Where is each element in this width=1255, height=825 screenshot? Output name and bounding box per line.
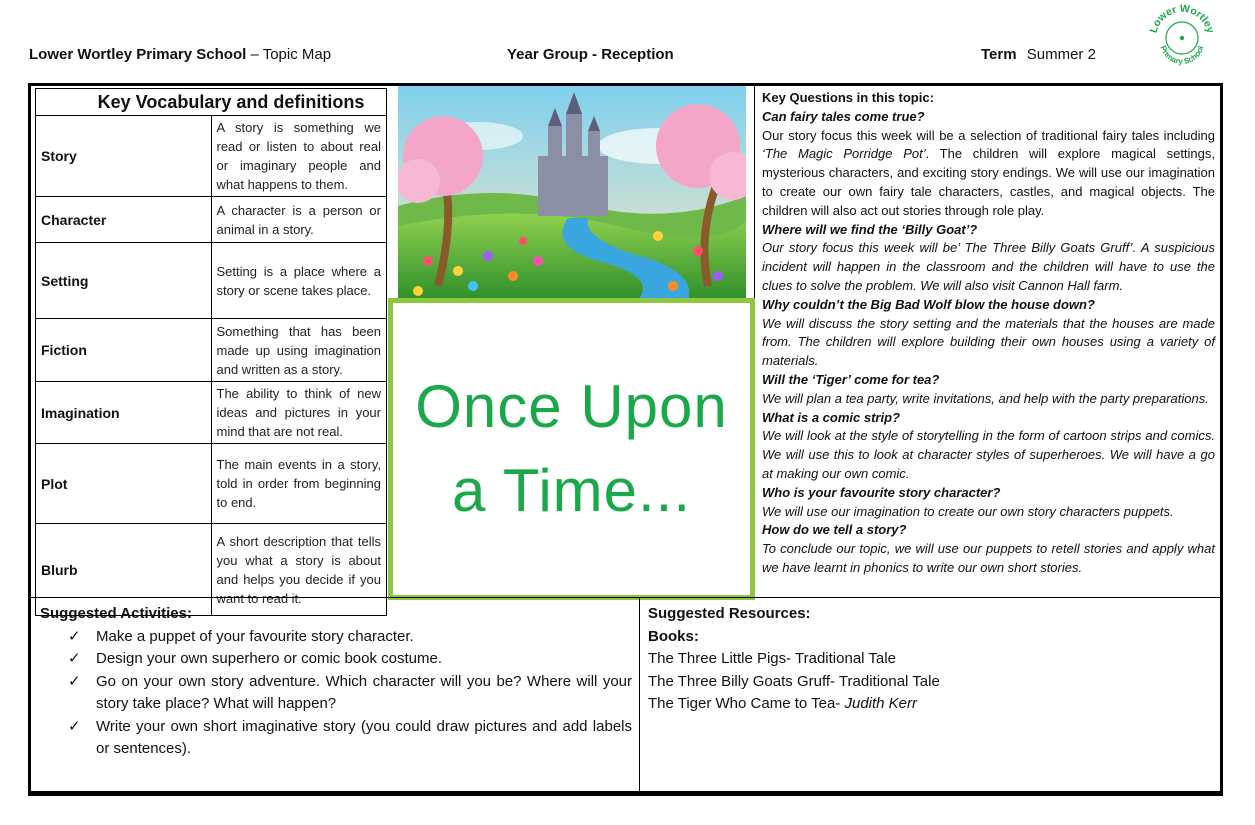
vocab-term: Fiction (36, 319, 212, 382)
vocab-row (36, 319, 387, 382)
book-author: Judith Kerr (844, 695, 918, 712)
vocab-definition: The main events in a story, told in order from beginning to end. (211, 444, 387, 524)
topic-title-line-1: Once Upon (415, 373, 728, 440)
checkmark-icon: ✓ (68, 717, 81, 735)
vocab-term: Character (36, 197, 212, 243)
school-logo-icon (1148, 4, 1216, 72)
list-item (40, 648, 632, 671)
vocab-term: Setting (36, 243, 212, 319)
vocab-row (36, 116, 387, 197)
key-questions-section (762, 89, 1215, 578)
question: Will the ‘Tiger’ come for tea? (762, 371, 940, 387)
question: Who is your favourite story character? (762, 484, 1001, 500)
term-label: Term (981, 46, 1017, 63)
answer: We will discuss the story setting and the materials that the houses are made from. The children will explore building their own houses using a variety of materials. (762, 315, 1215, 369)
list-item (40, 671, 632, 716)
vocab-row (36, 382, 387, 444)
vocab-term: Imagination (36, 382, 212, 444)
activity-text: Go on your own story adventure. Which character will you be? Where will your story take place? What will happen? (96, 672, 632, 712)
vocab-definition: A short description that tells you what a story is about and helps you decide if you want to read it. (211, 524, 387, 616)
logo-inner-text: Primary School (1158, 44, 1206, 67)
resources-heading: Suggested Resources: (648, 605, 811, 622)
answer (762, 127, 1215, 221)
section-divider (31, 597, 1220, 598)
vocab-definition: A story is something we read or listen to about real or imaginary people and what happens to them. (211, 116, 387, 197)
vocab-term: Blurb (36, 524, 212, 616)
vocab-row (36, 197, 387, 243)
question: How do we tell a story? (762, 522, 907, 538)
answer: We will plan a tea party, write invitations, and help with the party preparations. (762, 390, 1209, 406)
checkmark-icon: ✓ (68, 672, 81, 690)
answer: Our story focus this week will be’ The Three Billy Goats Gruff’. A suspicious incident will happen in the classroom and the children will have to use the clues to solve the problem. We will also visit Cannon Hall farm. (762, 240, 1215, 293)
vocab-row (36, 444, 387, 524)
book-item (648, 693, 1208, 716)
vocab-term: Story (36, 116, 212, 197)
vocab-row (36, 524, 387, 616)
vocab-definition: Setting is a place where a story or scene takes place. (211, 243, 387, 319)
answer: To conclude our topic, we will use our puppets to retell stories and apply what we have learnt in phonics to write our own short stories. (762, 541, 1215, 575)
books-label: Books: (648, 627, 699, 645)
bottom-column-divider (639, 597, 640, 793)
fairy-tale-castle-illustration (398, 86, 746, 300)
activities-heading: Suggested Activities: (40, 605, 192, 622)
term-value: Summer 2 (1026, 46, 1096, 63)
suggested-activities-section (40, 603, 632, 761)
question: Why couldn’t the Big Bad Wolf blow the house down? (762, 296, 1095, 312)
topic-title-line-2: a Time... (451, 457, 692, 524)
book-item: The Three Billy Goats Gruff- Traditional Tale (648, 672, 940, 690)
svg-text:Primary School (1159, 45, 1206, 67)
list-item (40, 626, 632, 649)
vocabulary-table (35, 88, 387, 616)
vocab-definition: Something that has been made up using imagination and written as a story. (211, 319, 387, 382)
vocab-definition: The ability to think of new ideas and pictures in your mind that are not real. (211, 382, 387, 444)
activity-text: Make a puppet of your favourite story character. (96, 627, 414, 645)
activity-text: Write your own short imaginative story (you could draw pictures and add labels or sentences). (96, 717, 632, 757)
year-group (507, 46, 674, 63)
school-name-line (29, 46, 331, 63)
vocab-term: Plot (36, 444, 212, 524)
vocabulary-title: Key Vocabulary and definitions (36, 89, 387, 116)
book-title: ‘The Magic Porridge Pot’ (762, 146, 926, 162)
key-questions-label: Key Questions in this topic: (762, 90, 934, 105)
answer: We will look at the style of storytelling in the form of cartoon strips and comics. We will use this to look at character styles of superheroes. We will have a go at making our own comic. (762, 428, 1215, 481)
term (981, 46, 1096, 63)
book-title: The Tiger Who Came to Tea- (648, 695, 845, 712)
svg-text:Lower Wortley (1148, 4, 1216, 35)
question: What is a comic strip? (762, 409, 900, 425)
suggested-resources-section (648, 603, 1208, 716)
checkmark-icon: ✓ (68, 650, 81, 667)
school-name: Lower Wortley Primary School (29, 46, 247, 63)
answer: We will use our imagination to create our own story characters puppets. (762, 503, 1174, 519)
answer-text: . The children will explore magical settings, mysterious characters, and exciting story endings. We will use our imagination to create our own fairy tale characters, castles, and magical objects. The children will also act out stories through role play. (762, 146, 1216, 218)
question: Where will we find the ‘Billy Goat’? (762, 221, 978, 237)
answer-text: Our story focus this week will be a selection of traditional fairy tales including (762, 127, 1215, 143)
activity-text: Design your own superhero or comic book costume. (96, 650, 442, 667)
checkmark-icon: ✓ (68, 627, 81, 645)
vocab-definition: A character is a person or animal in a story. (211, 197, 387, 243)
list-item (40, 716, 632, 761)
book-item: The Three Little Pigs- Traditional Tale (648, 650, 896, 667)
topic-title-box (388, 298, 755, 600)
vocabulary-header-row (36, 89, 387, 116)
logo-outer-text: Lower Wortley (1148, 4, 1216, 35)
vocab-row (36, 243, 387, 319)
activities-list (40, 626, 632, 761)
document-type: – Topic Map (250, 46, 332, 63)
question: Can fairy tales come true? (762, 108, 925, 124)
year-group-label: Year Group - Reception (507, 46, 674, 63)
